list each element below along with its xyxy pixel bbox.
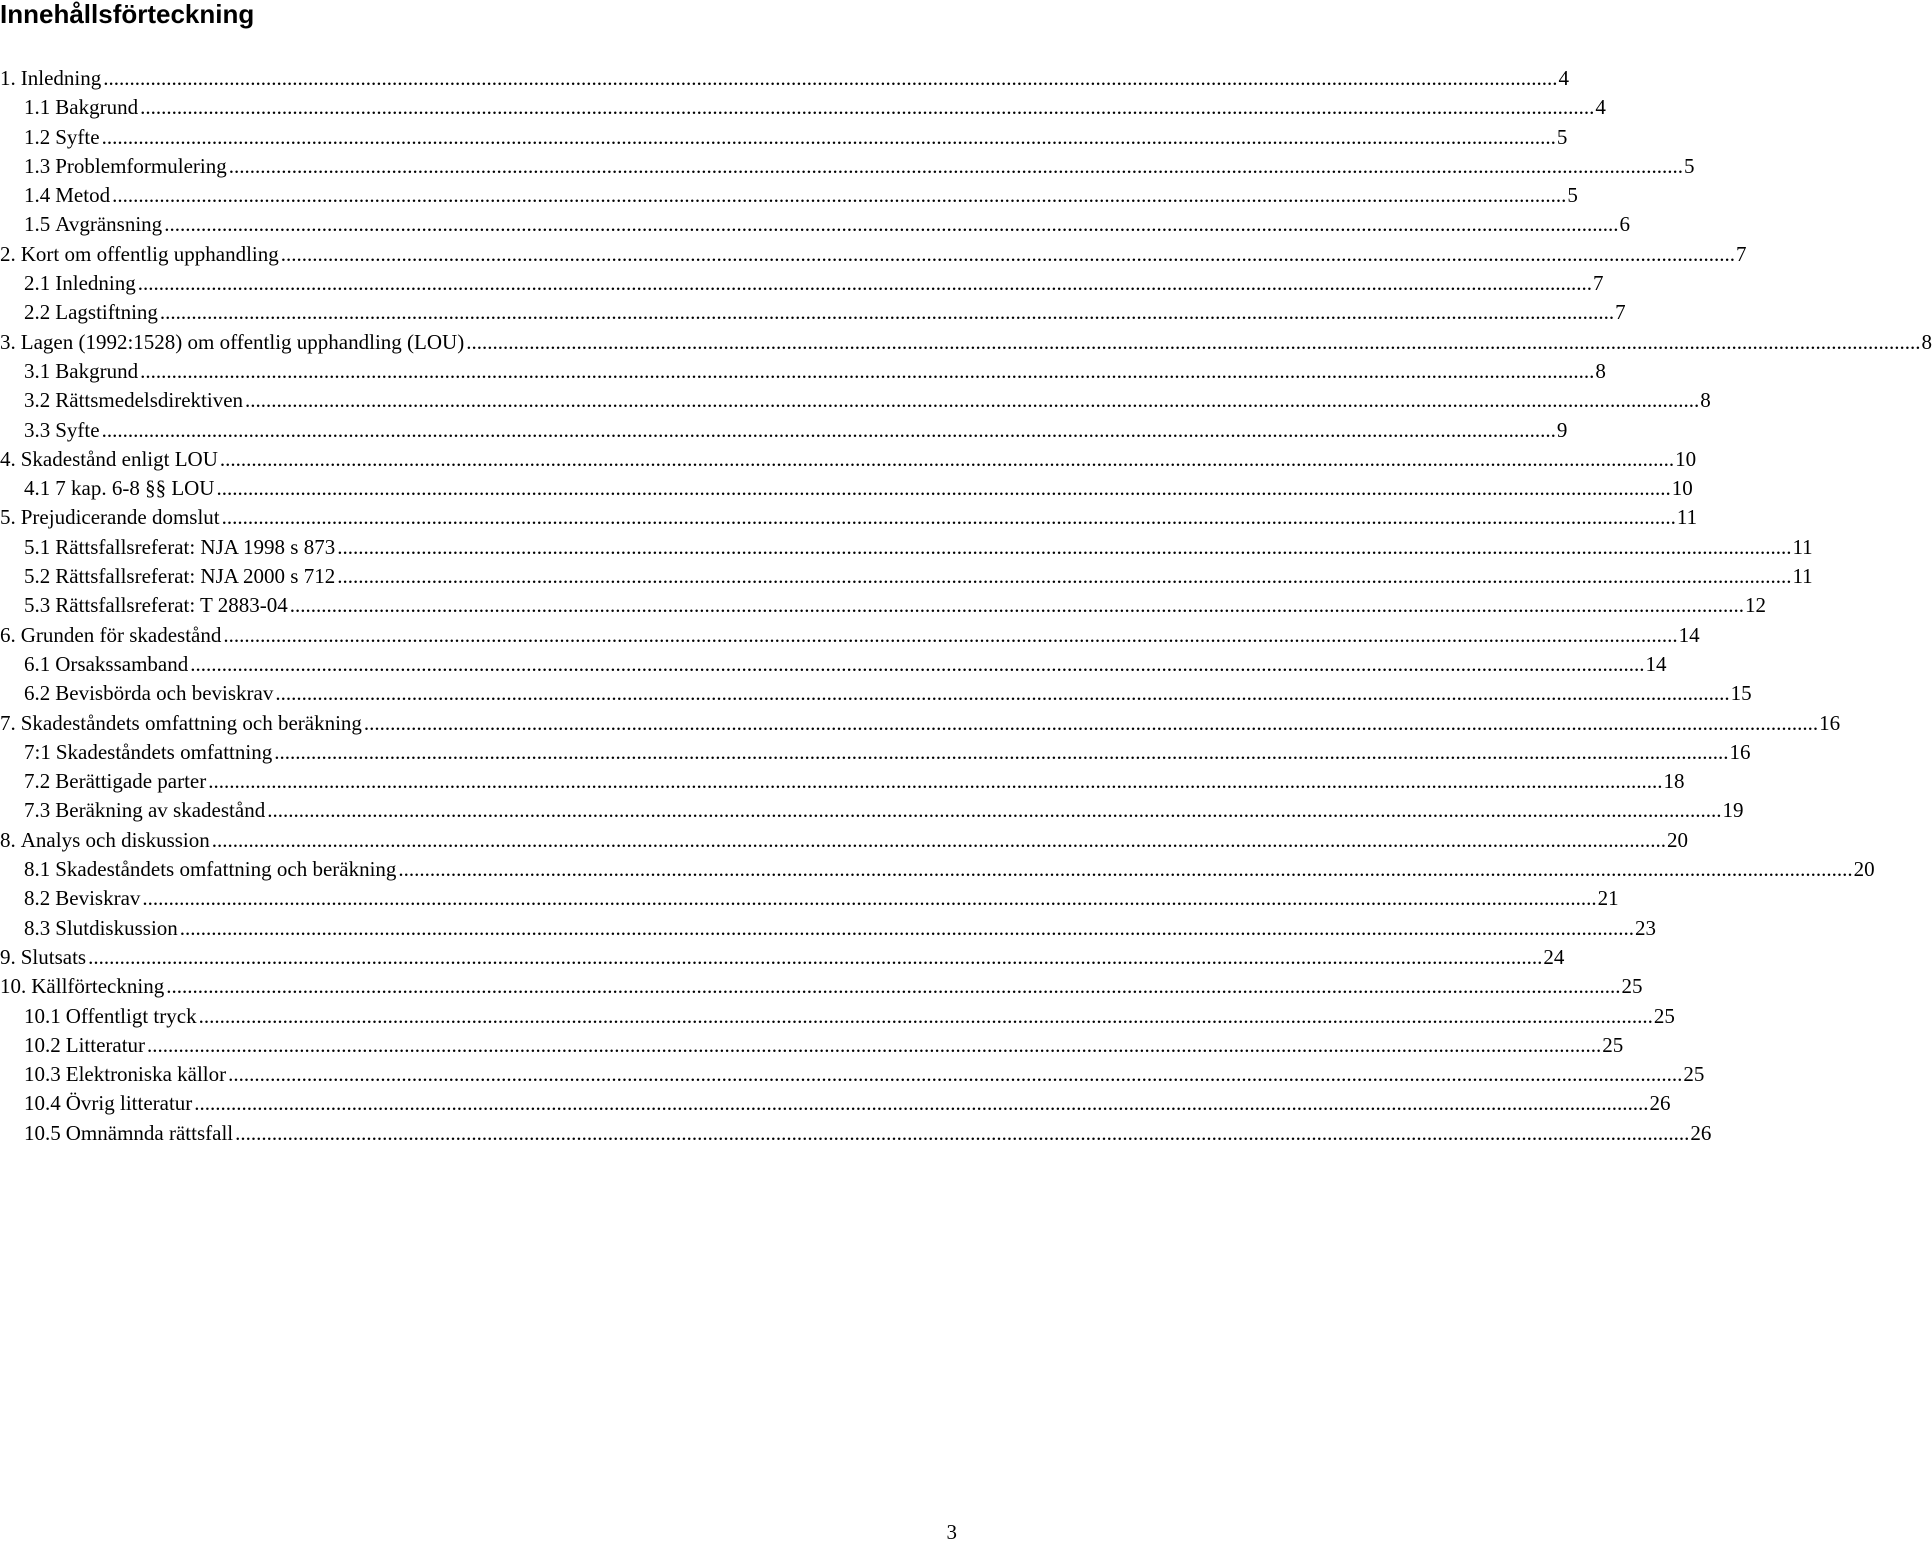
toc-dot-leader — [364, 713, 1818, 734]
toc-dot-leader — [274, 742, 1728, 763]
toc-entry-number: 1.4 — [24, 183, 51, 208]
table-of-contents — [0, 64, 1932, 1148]
toc-entry-number: 6.2 — [24, 681, 51, 706]
toc-entry-number: 10.4 — [24, 1091, 61, 1116]
toc-entry-title[interactable]: Inledning — [20, 66, 102, 90]
toc-entry-title[interactable]: Omnämnda rättsfall — [65, 1120, 234, 1145]
page-number: 3 — [946, 1520, 957, 1544]
toc-dot-leader — [220, 449, 1674, 470]
toc-entry-number: 7.2 — [24, 769, 51, 794]
toc-entry-title[interactable]: Övrig litteratur — [65, 1091, 193, 1116]
toc-entry[interactable]: 2.2 Lagstiftning ..... 7 — [0, 298, 960, 327]
toc-entry[interactable]: 5.1 Rättsfallsreferat: NJA 1998 s 873 ..... 11 — [0, 533, 960, 562]
toc-entry-title[interactable]: Rättsfallsreferat: NJA 1998 s 873 — [55, 534, 336, 559]
toc-entry-number: 8.3 — [24, 915, 51, 940]
toc-dot-leader — [235, 1123, 1689, 1144]
toc-dot-leader — [199, 1006, 1653, 1027]
toc-entry-title[interactable]: Orsakssamband — [55, 651, 189, 676]
toc-entry-title[interactable]: Analys och diskussion — [20, 827, 210, 852]
toc-entry-number: 3.2 — [24, 388, 51, 413]
toc-entry[interactable]: 3.1 Bakgrund ..... 8 — [0, 357, 960, 386]
toc-entry-title[interactable]: Rättsfallsreferat: T 2883-04 — [55, 593, 288, 618]
toc-entry-number: 5. — [0, 505, 16, 530]
toc-entry-number: 1. — [0, 66, 16, 90]
toc-entry[interactable]: 10. Källförteckning ..... 25 — [0, 972, 960, 1001]
toc-entry[interactable]: 4.1 7 kap. 6-8 §§ LOU ..... 10 — [0, 474, 960, 503]
toc-entry-number: 6.1 — [24, 651, 51, 676]
toc-entry-title[interactable]: Bakgrund — [55, 358, 139, 383]
toc-entry-number: 10.2 — [24, 1032, 61, 1057]
toc-entry-number: 2.1 — [24, 271, 51, 296]
toc-entry[interactable]: 7:1 Skadeståndets omfattning ..... 16 — [0, 738, 960, 767]
toc-entry-number: 5.2 — [24, 564, 51, 589]
toc-entry-number: 7. — [0, 710, 16, 735]
toc-entry[interactable]: 8. Analys och diskussion ..... 20 — [0, 826, 960, 855]
toc-dot-leader — [103, 68, 1557, 89]
toc-entry[interactable]: 4. Skadestånd enligt LOU ..... 10 — [0, 445, 960, 474]
toc-entry-title[interactable]: Lagen (1992:1528) om offentlig upphandling (LOU) — [20, 329, 465, 354]
toc-dot-leader — [466, 332, 1920, 353]
toc-entry-title[interactable]: Inledning — [55, 271, 136, 296]
toc-entry[interactable]: 1.3 Problemformulering ..... 5 — [0, 152, 960, 181]
toc-entry-title[interactable]: Kort om offentlig upphandling — [20, 241, 279, 266]
toc-entry-number: 1.1 — [24, 95, 51, 120]
toc-entry-number: 7:1 — [24, 739, 51, 764]
toc-entry-title[interactable]: Skadeståndets omfattning — [55, 739, 273, 764]
toc-entry[interactable]: 6.2 Bevisbörda och beviskrav ..... 15 — [0, 679, 960, 708]
toc-dot-leader — [222, 507, 1676, 528]
toc-dot-leader — [102, 420, 1556, 441]
toc-entry-title[interactable]: Berättigade parter — [55, 769, 207, 794]
toc-entry-number: 8. — [0, 827, 16, 852]
toc-dot-leader — [194, 1093, 1648, 1114]
toc-entry[interactable]: 10.3 Elektroniska källor ..... 25 — [0, 1060, 960, 1089]
toc-entry-number: 1.3 — [24, 153, 51, 178]
toc-entry-number: 10.5 — [24, 1120, 61, 1145]
toc-entry-number: 4.1 — [24, 476, 51, 501]
toc-entry-number: 10. — [0, 974, 27, 999]
toc-entry[interactable]: 10.5 Omnämnda rättsfall ..... 26 — [0, 1119, 960, 1148]
toc-entry[interactable]: 1.4 Metod ..... 5 — [0, 181, 960, 210]
toc-entry-title[interactable]: Lagstiftning — [55, 300, 158, 325]
toc-entry[interactable]: 10.2 Litteratur ..... 25 — [0, 1031, 960, 1060]
toc-entry[interactable]: 5.3 Rättsfallsreferat: T 2883-04 ..... 12 — [0, 591, 960, 620]
toc-entry-title[interactable]: Bakgrund — [55, 95, 139, 120]
toc-dot-leader — [180, 918, 1634, 939]
toc-entry-title[interactable]: Beräkning av skadestånd — [55, 798, 266, 823]
toc-entry-number: 9. — [0, 944, 16, 969]
toc-entry-title[interactable]: Elektroniska källor — [65, 1062, 227, 1087]
toc-entry-title[interactable]: 7 kap. 6-8 §§ LOU — [55, 476, 215, 501]
toc-entry[interactable]: 6. Grunden för skadestånd ..... 14 — [0, 621, 960, 650]
toc-entry[interactable]: 3.2 Rättsmedelsdirektiven ..... 8 — [0, 386, 960, 415]
toc-entry[interactable]: 1.5 Avgränsning ..... 6 — [0, 210, 960, 239]
toc-entry-number: 6. — [0, 622, 16, 647]
toc-dot-leader — [216, 478, 1670, 499]
toc-dot-leader — [166, 976, 1620, 997]
toc-dot-leader — [290, 595, 1744, 616]
toc-entry-title[interactable]: Slutdiskussion — [55, 915, 178, 940]
toc-dot-leader — [208, 771, 1662, 792]
toc-entry-number: 2.2 — [24, 300, 51, 325]
toc-entry[interactable]: 8.3 Slutdiskussion ..... 23 — [0, 914, 960, 943]
toc-entry[interactable]: 5. Prejudicerande domslut ..... 11 — [0, 503, 960, 532]
toc-entry[interactable]: 1. Inledning ..... 4 — [0, 64, 960, 93]
toc-dot-leader — [112, 185, 1566, 206]
toc-entry-title[interactable]: Grunden för skadestånd — [20, 622, 222, 647]
toc-entry[interactable]: 10.4 Övrig litteratur ..... 26 — [0, 1089, 960, 1118]
toc-entry-number: 7.3 — [24, 798, 51, 823]
toc-entry[interactable]: 10.1 Offentligt tryck ..... 25 — [0, 1002, 960, 1031]
toc-dot-leader — [140, 361, 1594, 382]
toc-entry-title[interactable]: Avgränsning — [55, 212, 163, 237]
toc-entry-title[interactable]: Metod — [55, 183, 111, 208]
toc-entry[interactable]: 7.3 Beräkning av skadestånd ..... 19 — [0, 796, 960, 825]
toc-dot-leader — [267, 800, 1721, 821]
toc-entry-title[interactable]: Problemformulering — [55, 153, 227, 178]
toc-dot-leader — [228, 1064, 1682, 1085]
toc-entry-title[interactable]: Offentligt tryck — [65, 1003, 197, 1028]
toc-dot-leader — [223, 625, 1677, 646]
toc-dot-leader — [245, 390, 1699, 411]
toc-entry-title[interactable]: Skadeståndets omfattning och beräkning — [55, 857, 397, 882]
toc-entry-number: 2. — [0, 241, 16, 266]
toc-entry-number: 8.1 — [24, 857, 51, 882]
toc-dot-leader — [398, 859, 1852, 880]
toc-entry[interactable]: 2.1 Inledning ..... 7 — [0, 269, 960, 298]
toc-dot-leader — [275, 683, 1729, 704]
toc-entry-title[interactable]: Skadeståndets omfattning och beräkning — [20, 710, 362, 735]
toc-entry[interactable]: 9. Slutsats ..... 24 — [0, 943, 960, 972]
page-title: Innehållsförteckning — [0, 0, 255, 29]
toc-entry[interactable]: 6.1 Orsakssamband ..... 14 — [0, 650, 960, 679]
toc-entry-number: 5.1 — [24, 534, 51, 559]
toc-entry[interactable]: 3. Lagen (1992:1528) om offentlig upphandling (LOU) ..... 8 — [0, 328, 960, 357]
toc-entry-title[interactable]: Bevisbörda och beviskrav — [55, 681, 274, 706]
toc-entry[interactable]: 7.2 Berättigade parter ..... 18 — [0, 767, 960, 796]
toc-entry-title[interactable]: Slutsats — [20, 944, 87, 969]
toc-dot-leader — [147, 1035, 1601, 1056]
toc-entry-number: 3.3 — [24, 417, 51, 442]
toc-entry[interactable]: 7. Skadeståndets omfattning och beräkning ..... 16 — [0, 709, 960, 738]
toc-dot-leader — [160, 302, 1614, 323]
toc-entry-title[interactable]: Rättsfallsreferat: NJA 2000 s 712 — [55, 564, 336, 589]
toc-entry[interactable]: 1.2 Syfte ..... 5 — [0, 123, 960, 152]
toc-entry[interactable]: 5.2 Rättsfallsreferat: NJA 2000 s 712 ..... 11 — [0, 562, 960, 591]
toc-dot-leader — [102, 127, 1556, 148]
toc-dot-leader — [212, 830, 1666, 851]
toc-entry-title[interactable]: Källförteckning — [31, 974, 165, 999]
toc-entry-number: 3. — [0, 329, 16, 354]
toc-entry-number: 10.1 — [24, 1003, 61, 1028]
toc-entry-number: 10.3 — [24, 1062, 61, 1087]
toc-entry-title[interactable]: Litteratur — [65, 1032, 146, 1057]
toc-entry-title[interactable]: Prejudicerande domslut — [20, 505, 220, 530]
toc-entry-title[interactable]: Beviskrav — [55, 886, 141, 911]
toc-entry-title[interactable]: Rättsmedelsdirektiven — [55, 388, 244, 413]
toc-dot-leader — [142, 888, 1596, 909]
toc-entry-number: 5.3 — [24, 593, 51, 618]
toc-entry-number: 1.2 — [24, 124, 51, 149]
toc-entry[interactable]: 1.1 Bakgrund ..... 4 — [0, 93, 960, 122]
toc-entry-number: 3.1 — [24, 358, 51, 383]
toc-dot-leader — [281, 244, 1735, 265]
toc-entry[interactable]: 2. Kort om offentlig upphandling ..... 7 — [0, 240, 960, 269]
toc-entry-number: 8.2 — [24, 886, 51, 911]
toc-entry[interactable]: 3.3 Syfte ..... 9 — [0, 416, 960, 445]
toc-dot-leader — [337, 537, 1791, 558]
toc-dot-leader — [337, 566, 1791, 587]
toc-dot-leader — [140, 97, 1594, 118]
toc-dot-leader — [88, 947, 1542, 968]
toc-dot-leader — [190, 654, 1644, 675]
toc-entry[interactable]: 8.2 Beviskrav ..... 21 — [0, 884, 960, 913]
toc-dot-leader — [138, 273, 1592, 294]
toc-dot-leader — [164, 214, 1618, 235]
toc-entry-title[interactable]: Skadestånd enligt LOU — [20, 446, 218, 471]
toc-entry-number: 4. — [0, 446, 16, 471]
toc-entry[interactable]: 8.1 Skadeståndets omfattning och beräkning ..... 20 — [0, 855, 960, 884]
toc-entry-title[interactable]: Syfte — [55, 417, 100, 442]
toc-entry-title[interactable]: Syfte — [55, 124, 100, 149]
toc-entry-number: 1.5 — [24, 212, 51, 237]
toc-dot-leader — [229, 156, 1683, 177]
